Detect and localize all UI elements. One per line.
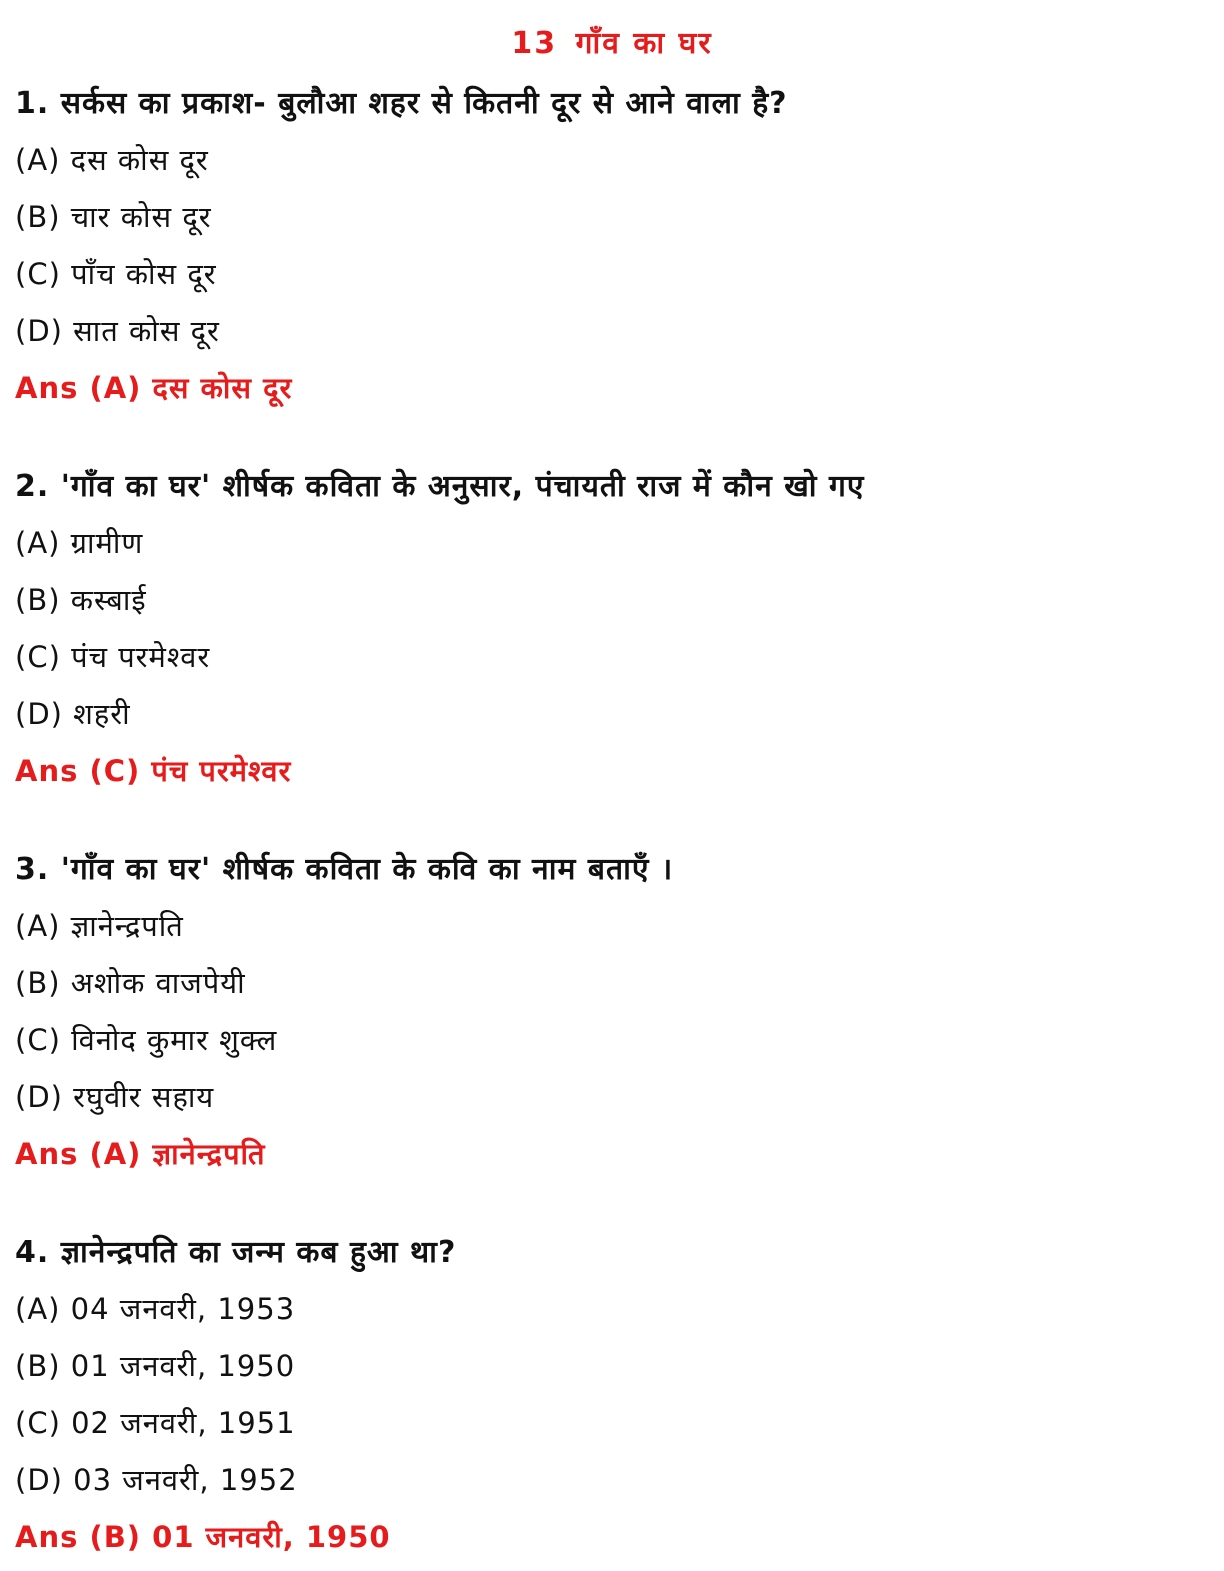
option-b: (B) कस्बाई: [15, 583, 147, 617]
option-b: (B) चार कोस दूर: [15, 200, 212, 234]
question-text: 2. 'गाँव का घर' शीर्षक कविता के अनुसार, पंचायती राज में कौन खो गए: [15, 469, 865, 504]
answer-label: Ans (A): [15, 371, 142, 405]
option-a: (A) ज्ञानेन्द्रपति: [15, 909, 184, 943]
option-b: (B) अशोक वाजपेयी: [15, 966, 246, 1000]
question-block-3: [15, 841, 1210, 1183]
option-b: (B) 01 जनवरी, 1950: [15, 1349, 296, 1383]
answer-label: Ans (A): [15, 1137, 142, 1171]
option-a: (A) ग्रामीण: [15, 526, 144, 560]
page-title: [0, 22, 1224, 66]
answer-text: 01 जनवरी, 1950: [152, 1520, 391, 1554]
option-c: (C) पंच परमेश्वर: [15, 640, 211, 674]
question-block-4: [15, 1224, 1210, 1566]
option-c: (C) 02 जनवरी, 1951: [15, 1406, 296, 1440]
option-d: (D) शहरी: [15, 697, 131, 731]
question-block-2: [15, 458, 1210, 800]
question-text: 1. सर्कस का प्रकाश- बुलौआ शहर से कितनी दूर से आने वाला है?: [15, 86, 788, 121]
option-c: (C) विनोद कुमार शुक्ल: [15, 1023, 278, 1057]
answer-label: Ans (C): [15, 754, 141, 788]
answer-text: पंच परमेश्वर: [151, 754, 292, 788]
option-d: (D) सात कोस दूर: [15, 314, 220, 348]
question-text: 3. 'गाँव का घर' शीर्षक कविता के कवि का नाम बताएँ ।: [15, 852, 674, 887]
option-c: (C) पाँच कोस दूर: [15, 257, 217, 291]
option-d: (D) 03 जनवरी, 1952: [15, 1463, 298, 1497]
option-a: (A) दस कोस दूर: [15, 143, 209, 177]
chapter-title: गाँव का घर: [575, 26, 713, 61]
answer-label: Ans (B): [15, 1520, 142, 1554]
option-d: (D) रघुवीर सहाय: [15, 1080, 215, 1114]
answer-line: [15, 360, 1210, 417]
answer-text: ज्ञानेन्द्रपति: [152, 1137, 266, 1171]
option-a: (A) 04 जनवरी, 1953: [15, 1292, 296, 1326]
answer-line: [15, 1509, 1210, 1566]
question-text: 4. ज्ञानेन्द्रपति का जन्म कब हुआ था?: [15, 1235, 457, 1270]
answer-text: दस कोस दूर: [152, 371, 293, 405]
chapter-number: 13: [511, 26, 558, 61]
question-block-1: [15, 75, 1210, 417]
answer-line: [15, 1126, 1210, 1183]
answer-line: [15, 743, 1210, 800]
